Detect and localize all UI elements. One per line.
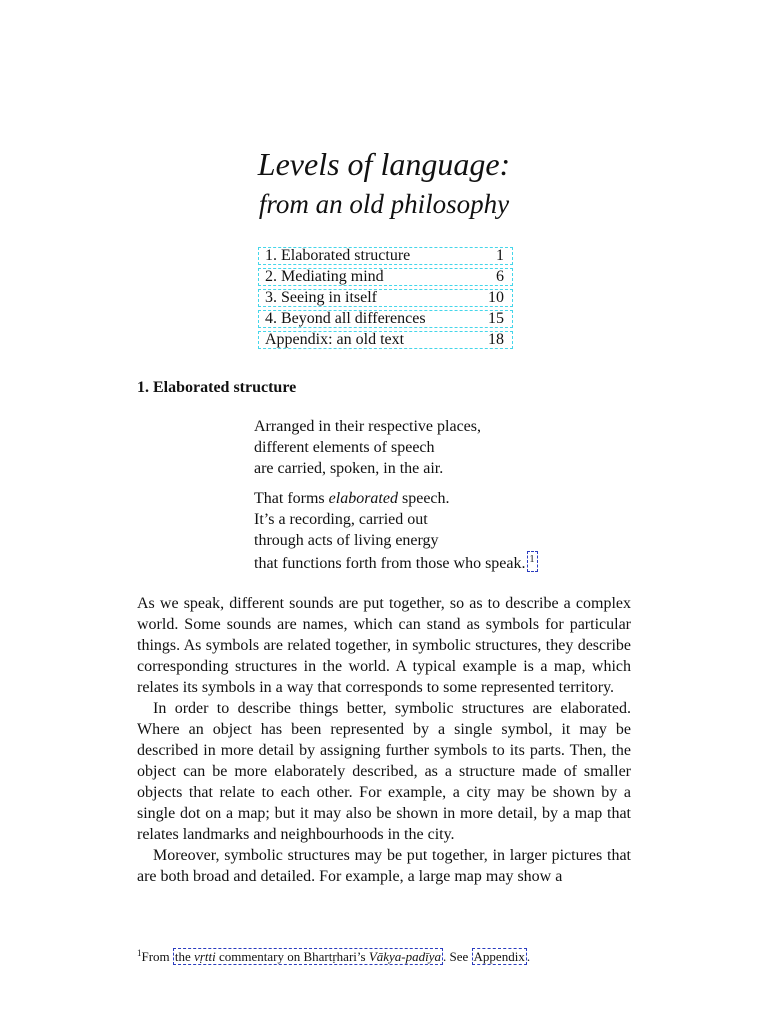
verse-line (254, 551, 538, 574)
toc-entry-page: 10 (488, 289, 504, 306)
link-text: commentary on Bhartṛhari’s (215, 949, 369, 964)
verse-line: are carried, spoken, in the air. (254, 460, 444, 477)
footnote-text: . See (443, 949, 472, 964)
verse-stanza-1 (254, 416, 481, 479)
toc-entry-label: 3. Seeing in itself (265, 289, 377, 306)
commentary-link[interactable] (173, 948, 443, 965)
toc-entry-page: 18 (488, 331, 504, 348)
toc-entry-appendix[interactable] (258, 331, 513, 349)
toc-entry-page: 15 (488, 310, 504, 327)
footnote-number: 1 (137, 948, 142, 958)
paragraph: In order to describe things better, symbolic structures are elaborated. Where an object has been represented by a single symbol, it may be described in more detail by assigning further symbols to its parts. Then, the object can be more elaborately described, as a structure made of smaller objects that relate to each other. For example, a city may be shown by a single dot on a map; but it may also be shown in more detail, by a map that relates landmarks and neighbourhoods in the city. (137, 700, 631, 843)
verse-line: different elements of speech (254, 439, 435, 456)
toc-entry-elaborated-structure[interactable] (258, 247, 513, 265)
footnote (137, 943, 631, 967)
verse-text: that functions forth from those who speak. (254, 555, 526, 572)
toc-entry-seeing-in-itself[interactable] (258, 289, 513, 307)
table-of-contents (258, 247, 513, 352)
link-emphasis: vṛtti (194, 949, 216, 964)
verse-line: Arranged in their respective places, (254, 418, 482, 435)
toc-entry-label: 1. Elaborated structure (265, 247, 411, 264)
body-text (137, 593, 631, 887)
toc-entry-label: 4. Beyond all differences (265, 310, 426, 327)
verse-stanza-2 (254, 488, 538, 574)
appendix-link[interactable]: Appendix (473, 949, 525, 964)
paragraph: Moreover, symbolic structures may be put together, in larger pictures that are both broad and detailed. For example, a large map may show a (137, 847, 631, 885)
toc-entry-page: 6 (496, 268, 504, 285)
page-subtitle: from an old philosophy (258, 189, 510, 219)
toc-entry-label: 2. Mediating mind (265, 268, 384, 285)
verse-text: speech. (397, 490, 450, 507)
footnote-text: From (141, 949, 173, 964)
toc-entry-label: Appendix: an old text (265, 331, 405, 348)
verse-line: It’s a recording, carried out (254, 511, 428, 528)
verse-line (254, 488, 538, 509)
section-heading: 1. Elaborated structure (137, 379, 297, 396)
verse-emphasis: elaborated (328, 490, 398, 507)
link-emphasis: Vākya-padīya (368, 949, 442, 964)
verse-line: through acts of living energy (254, 532, 439, 549)
toc-entry-beyond-all-differences[interactable] (258, 310, 513, 328)
paragraph: As we speak, different sounds are put together, so as to describe a complex world. Some sounds are names, which can stand as symbols for particular things. As symbols are related together, in symbolic structures, they describe corresponding structures in the world. A typical example is a map, which relates its symbols in a way that corresponds to some represented territory. (137, 595, 631, 696)
page-title: Levels of language: (257, 146, 511, 182)
footnote-reference-link[interactable]: 1 (527, 551, 538, 572)
footnote-text: . (526, 949, 531, 964)
toc-entry-page: 1 (496, 247, 504, 264)
link-text: the (174, 949, 195, 964)
verse-text: That forms (254, 490, 329, 507)
toc-entry-mediating-mind[interactable] (258, 268, 513, 286)
